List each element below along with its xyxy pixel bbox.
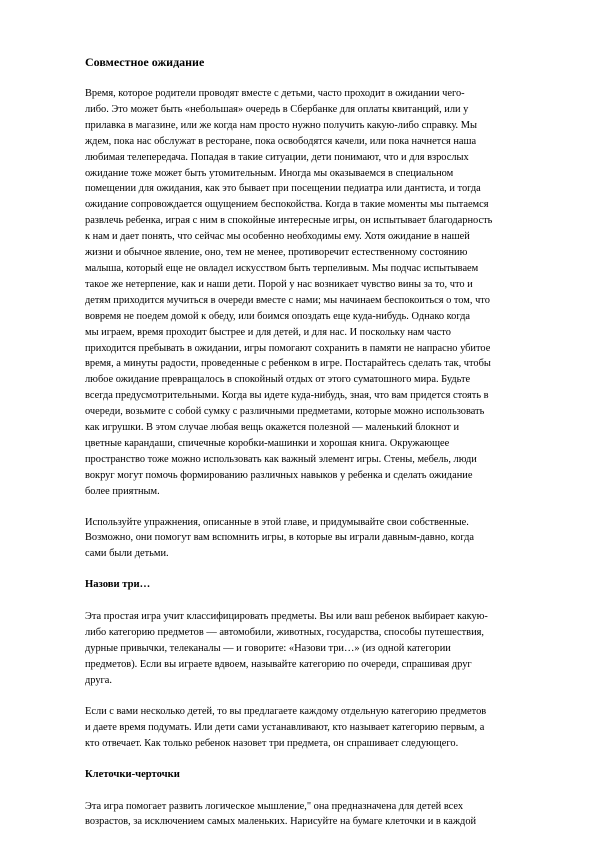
text-line: любимая телепередача. Попадая в такие ситуации, дети понимают, что и для взрослых [85, 151, 469, 163]
text-line: помещении для ожидания, как это бывает при посещении педиатра или дантиста, и тогда [85, 183, 481, 195]
paragraph [85, 799, 547, 831]
text-line: Возможно, они помогут вам вспомнить игры, в которые вы играли давным-давно, когда [85, 532, 475, 544]
paragraph [85, 609, 547, 689]
text-line: цветные карандаши, спичечные коробки-машинки и хорошая книга. Окружающее [85, 437, 450, 449]
text-line: детям приходится мучиться в очереди вместе с нами; мы начинаем беспокоиться о том, что [85, 294, 490, 306]
text-line: жизни и обычное явление, оно, тем не менее, противоречит естественному состоянию [85, 247, 468, 259]
text-line: любое ожидание превращалось в спокойный отдых от этого суматошного мира. Будьте [85, 374, 471, 386]
text-line: время, а минуты радости, проведенные с ребенком в игре. Постарайтесь сделать так, чтобы [85, 358, 491, 370]
text-line: сами были детьми. [85, 548, 169, 560]
text-line: прилавка в магазине, или же когда нам просто нужно получить какую-либо справку. Мы [85, 119, 477, 131]
text-line: и даете время подумать. Или дети сами устанавливают, кто называет категорию первым, а [85, 721, 485, 733]
document-body [85, 86, 547, 830]
text-line: Время, которое родители проводят вместе с детьми, часто проходит в ожидании чего- [85, 88, 465, 99]
text-line: пространство тоже можно использовать как важный элемент игры. Стены, мебель, люди [85, 453, 477, 465]
text-line: либо категорию предметов — автомобили, животных, государства, способы путешествия, [85, 627, 485, 639]
text-line: кто отвечает. Как только ребенок назовет три предмета, он спрашивает следующего. [85, 737, 459, 749]
text-line: предметов). Если вы играете вдвоем, называйте категорию по очереди, спрашивая друг [85, 659, 472, 670]
paragraph [85, 86, 547, 500]
document-title: Совместное ожидание [85, 55, 205, 69]
text-line: более приятным. [85, 485, 160, 497]
text-line: к нам и дает понять, что сейчас мы особенно необходимы ему. Хотя ожидание в нашей [85, 231, 470, 243]
section-heading: Назови три… [85, 579, 151, 591]
text-line: дурные привычки, телеканалы — и говорите: «Назови три…» (из одной категории [85, 643, 451, 655]
paragraph [85, 515, 547, 563]
text-line: ожидание тоже может быть утомительным. Иногда мы оказываемся в специальном [85, 167, 454, 179]
text-line: такое же нетерпение, как и наши дети. Порой у нас возникает чувство вины за то, что и [85, 278, 473, 290]
text-line: Если с вами несколько детей, то вы предлагаете каждому отдельную категорию предметов [85, 705, 487, 717]
text-line: мы играем, время проходит быстрее и для детей, и для нас. И поскольку нам часто [85, 326, 451, 338]
text-line: Используйте упражнения, описанные в этой главе, и придумывайте свои собственные. [85, 516, 469, 528]
text-line: очереди, возьмите с собой сумку с различными предметами, которые можно использовать [85, 406, 485, 418]
text-line: Эта простая игра учит классифицировать предметы. Вы или ваш ребенок выбирает какую- [85, 611, 488, 623]
text-line: как игрушки. В этом случае любая вещь окажется полезной — маленький блокнот и [85, 422, 460, 434]
paragraph [85, 704, 547, 752]
text-line: Эта игра помогает развить логическое мышление," она предназначена для детей всех [85, 800, 464, 812]
text-line: приходится пребывать в ожидании, игры помогают сохранить в памяти не напрасно убитое [85, 342, 491, 354]
text-line: вокруг могут помочь формированию различных навыков у ребенка и сделать ожидание [85, 469, 473, 481]
text-line: вовремя не поедем домой к обеду, или боимся опоздать еще куда-нибудь. Однако когда [85, 310, 470, 322]
section-heading: Клеточки-черточки [85, 768, 180, 780]
text-line: либо. Это может быть «небольшая» очередь в Сбербанке для оплаты квитанций, или у [85, 103, 469, 115]
text-line: друга. [85, 674, 113, 686]
text-line: ожидание сопровождается ощущением беспокойства. Когда в такие моменты мы пытаемся [85, 199, 489, 211]
text-line: возрастов, за исключением самых маленьких. Нарисуйте на бумаге клеточки и в каждой [85, 816, 477, 828]
text-line: развлечь ребенка, играя с ним в спокойные интересные игры, он испытывает благодарность [85, 215, 493, 227]
text-line: всегда предусмотрительными. Когда вы идете куда-нибудь, зная, что вам придется стоять в [85, 390, 489, 402]
text-line: малыша, который еще не овладел искусством быть терпеливым. Мы подчас испытываем [85, 262, 479, 274]
document-page [85, 54, 547, 845]
text-line: ждем, пока нас обслужат в ресторане, пока освободятся качели, или пока начнется наша [85, 135, 477, 147]
